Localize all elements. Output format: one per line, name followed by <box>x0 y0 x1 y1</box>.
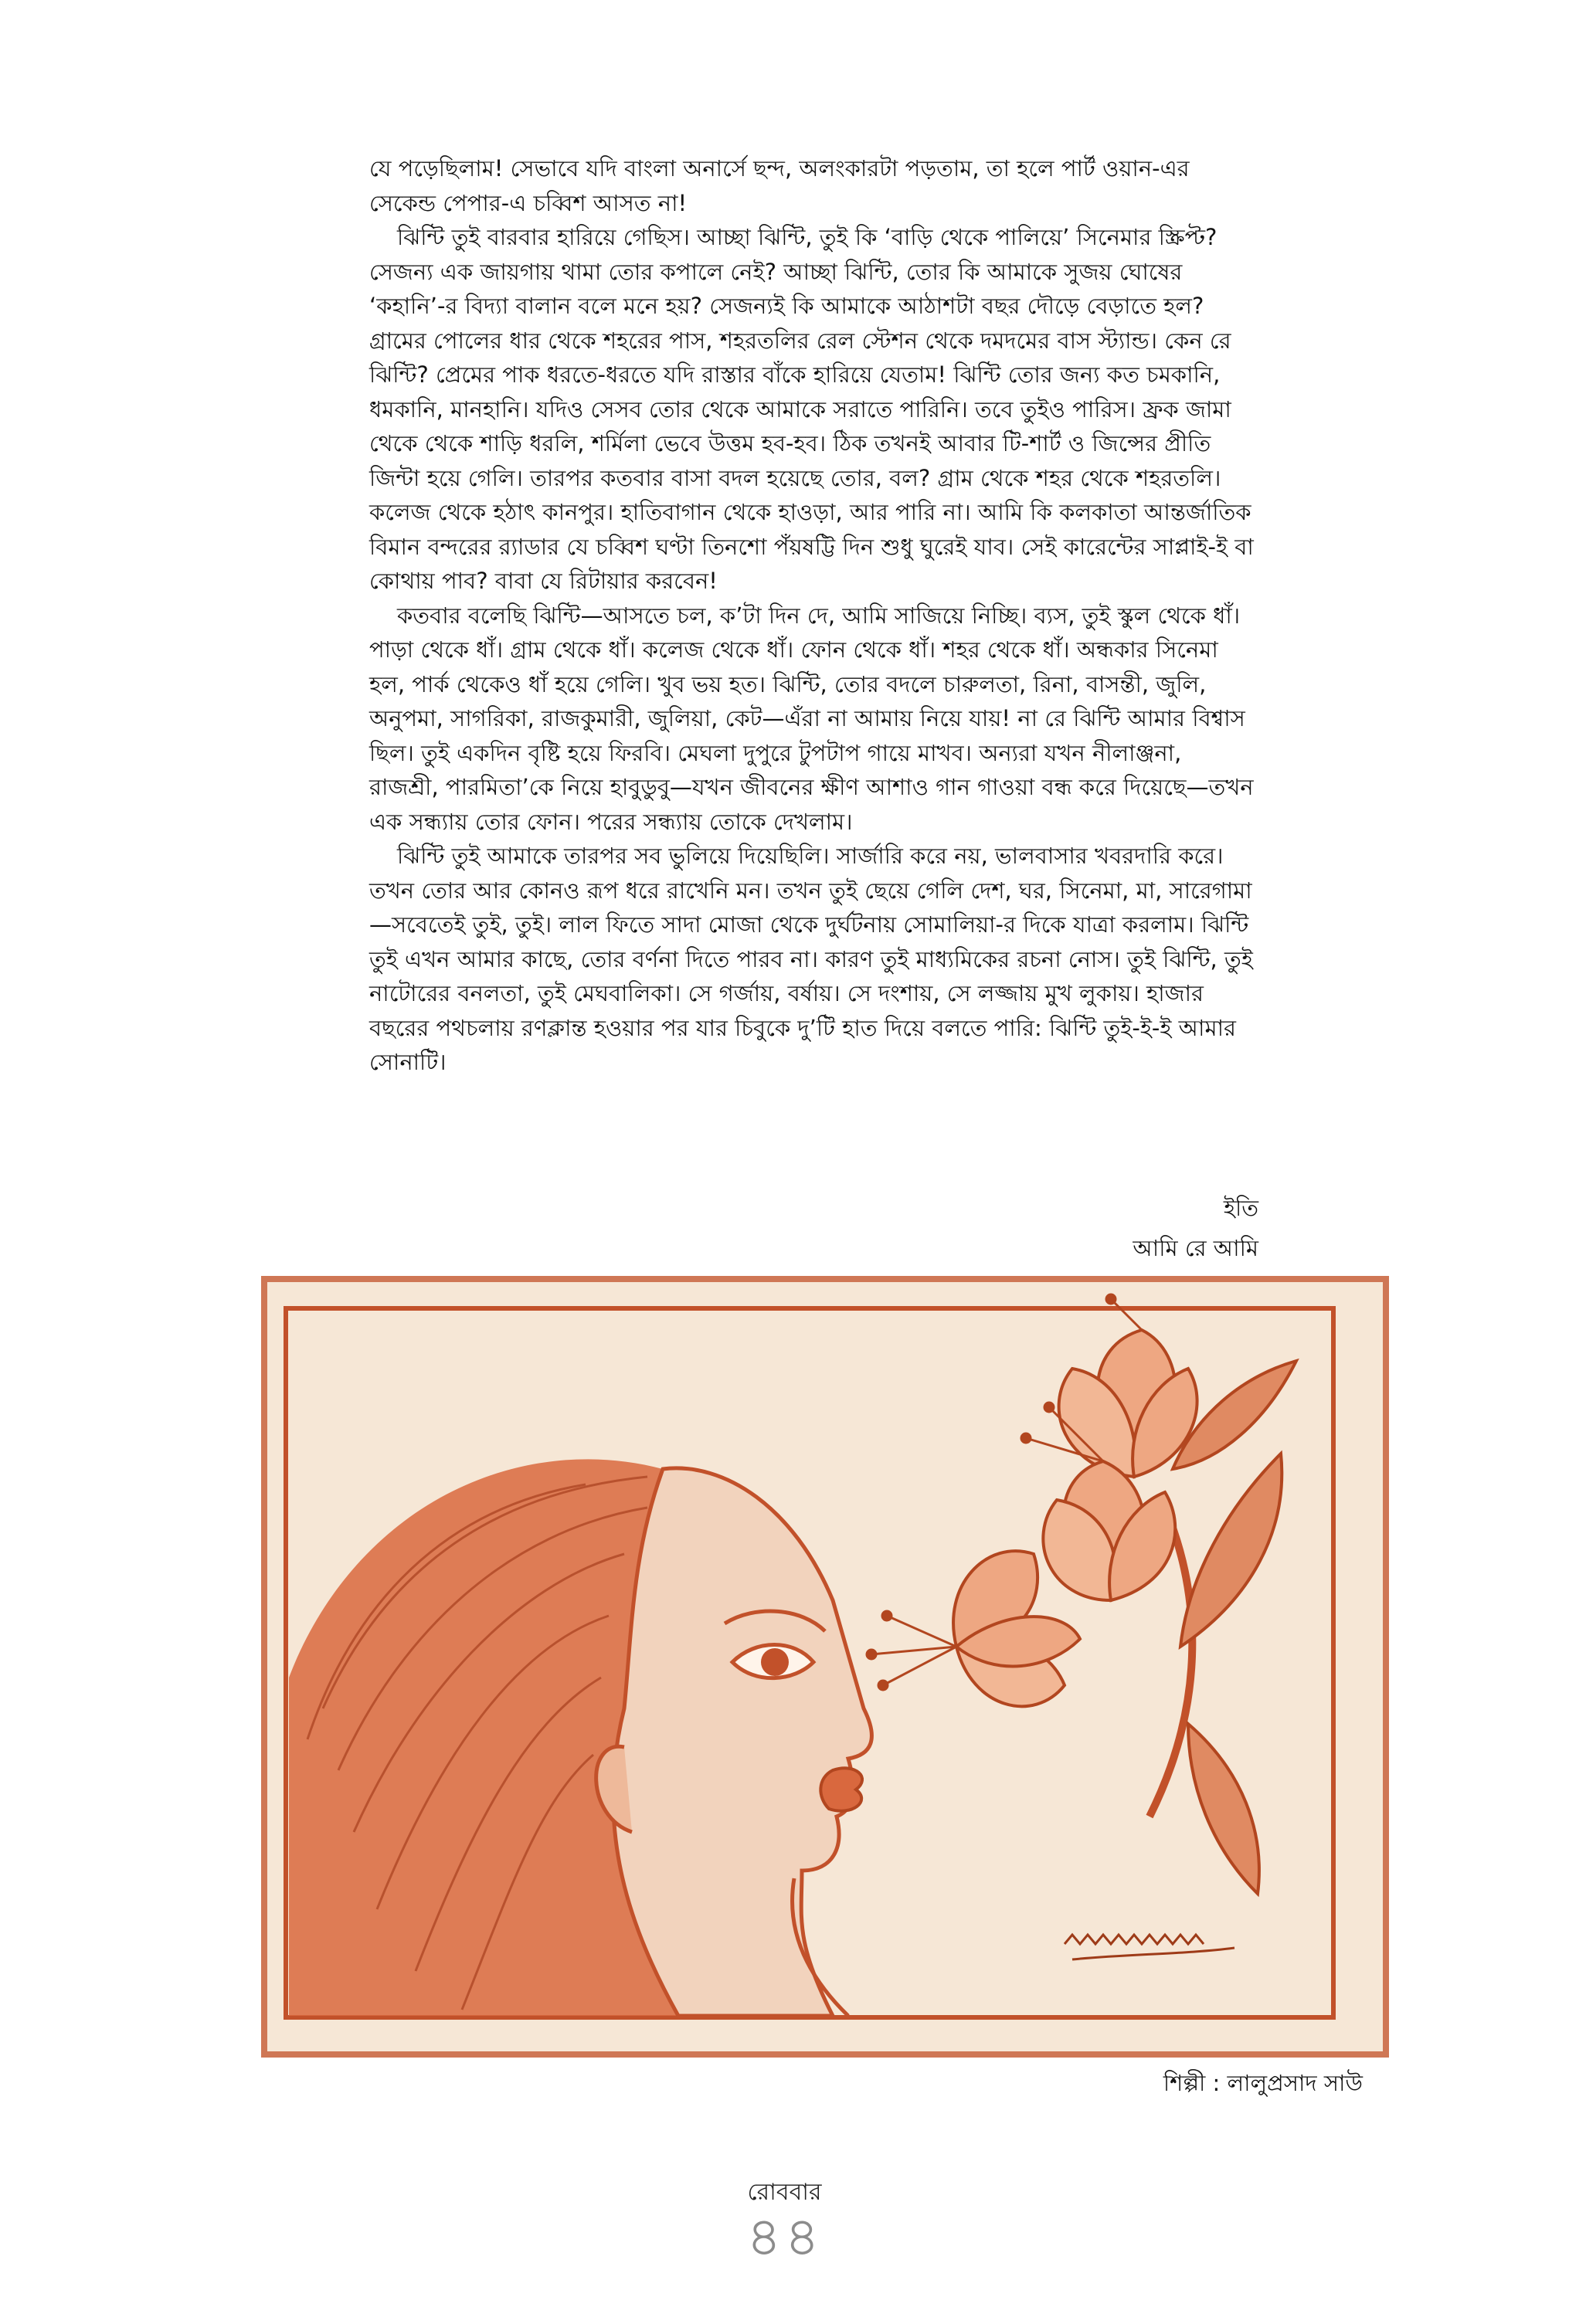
paragraph: ঝিন্টি তুই বারবার হারিয়ে গেছিস। আচ্ছা ঝিন্টি, তুই কি ‘বাড়ি থেকে পালিয়ে’ সিনেমার স্ক্রিপ্ট? সেজন্য এক জায়গায় থামা তোর কপালে নেই? আচ্ছা ঝিন্টি, তোর কি আমাকে সুজয় ঘোষের ‘কহানি’-র বিদ্যা বালান বলে মনে হয়? সেজন্যই কি আমাকে আঠাশটা বছর দৌড়ে বেড়াতে হল? গ্রামের পোলের ধার থেকে শহরের পাস, শহরতলির রেল স্টেশন থেকে দমদমের বাস স্ট্যান্ড। কেন রে ঝিন্টি? প্রেমের পাক ধরতে-ধরতে যদি রাস্তার বাঁকে হারিয়ে যেতাম! ঝিন্টি তোর জন্য কত চমকানি, ধমকানি, মানহানি। যদিও সেসব তোর থেকে আমাকে সরাতে পারিনি। তবে তুইও পারিস। ফ্রক জামা থেকে থেকে শাড়ি ধরলি, শর্মিলা ভেবে উত্তম হব-হব। ঠিক তখনই আবার টি-শার্ট ও জিন্সের প্রীতি জিন্টা হয়ে গেলি। তারপর কতবার বাসা বদল হয়েছে তোর, বল? গ্রাম থেকে শহর থেকে শহরতলি। কলেজ থেকে হঠাৎ কানপুর। হাতিবাগান থেকে হাওড়া, আর পারি না। আমি কি কলকাতা আন্তর্জাতিক বিমান বন্দরের র‍্যাডার যে চব্বিশ ঘণ্টা তিনশো পঁয়ষট্টি দিন শুধু ঘুরেই যাব। সেই কারেন্টের সাপ্লাই-ই বা কোথায় পাব? বাবা যে রিটায়ার করবেন! <box>369 224 1254 594</box>
page-footer <box>0 2178 1569 2266</box>
magazine-name: রোববার <box>747 2179 822 2206</box>
eye-iris <box>761 1648 789 1676</box>
signoff-line: ইতি <box>1223 1195 1258 1221</box>
paragraph: যে পড়েছিলাম! সেভাবে যদি বাংলা অনার্সে ছন্দ, অলংকারটা পড়তাম, তা হলে পার্ট ওয়ান-এর সেকেন্ড পেপার-এ চব্বিশ আসত না! <box>369 155 1190 216</box>
lips-shape <box>820 1768 862 1810</box>
paragraph: কতবার বলেছি ঝিন্টি—আসতে চল, ক’টা দিন দে, আমি সাজিয়ে নিচ্ছি। ব্যস, তুই স্কুল থেকে ধাঁ। পাড়া থেকে ধাঁ। গ্রাম থেকে ধাঁ। কলেজ থেকে ধাঁ। ফোন থেকে ধাঁ। শহর থেকে ধাঁ। অন্ধকার সিনেমা হল, পার্ক থেকেও ধাঁ হয়ে গেলি। খুব ভয় হত। ঝিন্টি, তোর বদলে চারুলতা, রিনা, বাসন্তী, জুলি, অনুপমা, সাগরিকা, রাজকুমারী, জুলিয়া, কেট—এঁরা না আমায় নিয়ে যায়! না রে ঝিন্টি আমার বিশ্বাস ছিল। তুই একদিন বৃষ্টি হয়ে ফিরবি। মেঘলা দুপুরে টুপটাপ গায়ে মাখব। অন্যরা যখন নীলাঞ্জনা, রাজশ্রী, পারমিতা’কে নিয়ে হাবুডুবু—যখন জীবনের ক্ষীণ আশাও গান গাওয়া বন্ধ করে দিয়েছে—তখন এক সন্ধ্যায় তোর ফোন। পরের সন্ধ্যায় তোকে দেখলাম। <box>369 602 1254 835</box>
signoff-name: আমি রে আমি <box>1133 1235 1258 1261</box>
signoff <box>949 1188 1258 1268</box>
paragraph: ঝিন্টি তুই আমাকে তারপর সব ভুলিয়ে দিয়েছিলি। সার্জারি করে নয়, ভালবাসার খবরদারি করে। তখন তোর আর কোনও রূপ ধরে রাখেনি মন। তখন তুই ছেয়ে গেলি দেশ, ঘর, সিনেমা, মা, সারেগামা—সবেতেই তুই, তুই। লাল ফিতে সাদা মোজা থেকে দুর্ঘটনায় সোমালিয়া-র দিকে যাত্রা করলাম। ঝিন্টি তুই এখন আমার কাছে, তোর বর্ণনা দিতে পারব না। কারণ তুই মাধ্যমিকের রচনা নোস। তুই ঝিন্টি, তুই নাটোরের বনলতা, তুই মেঘবালিকা। সে গর্জায়, বর্ষায়। সে দংশায়, সে লজ্জায় মুখ লুকায়। হাজার বছরের পথচলায় রণক্লান্ত হওয়ার পর যার চিবুকে দু’টি হাত দিয়ে বলতে পারি: ঝিন্টি তুই-ই-ই আমার সোনাটি। <box>369 843 1253 1075</box>
article-body <box>369 151 1258 1080</box>
page-number: ৪৪ <box>746 2205 823 2268</box>
artist-credit: শিল্পী : লালুপ্রসাদ সাউ <box>1163 2070 1363 2096</box>
artwork-illustration <box>261 1276 1389 2058</box>
